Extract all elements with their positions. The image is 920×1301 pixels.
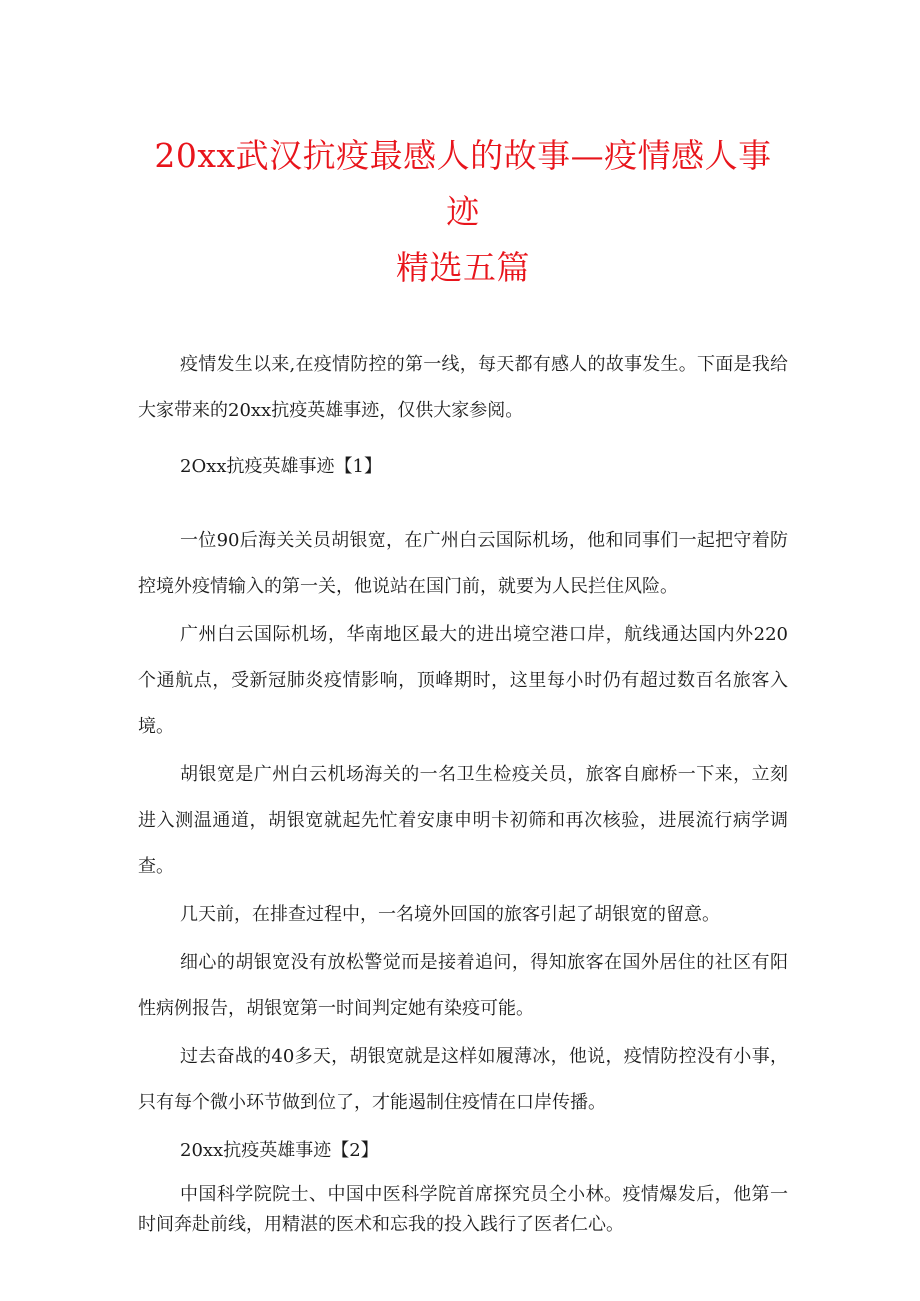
section-1-paragraph: 广州白云国际机场，华南地区最大的进出境空港口岸，航线通达国内外220个通航点，受新冠肺炎疫情影响，顶峰期时，这里每小时仍有超过数百名旅客入境。 [138, 624, 788, 737]
section-2-heading: 20xx抗疫英雄事迹【2】 [180, 1140, 379, 1161]
section-1-paragraph: 几天前，在排查过程中，一名境外回国的旅客引起了胡银宽的留意。 [180, 904, 720, 925]
title-line-2: 精选五篇 [396, 248, 530, 287]
document-title [138, 128, 788, 296]
section-1-paragraph: 胡银宽是广州白云机场海关的一名卫生检疫关员，旅客自廊桥一下来，立刻进入测温通道，胡银宽就起先忙着安康申明卡初筛和再次核验，进展流行病学调查。 [138, 764, 788, 877]
intro-paragraph: 疫情发生以来,在疫情防控的第一线，每天都有感人的故事发生。下面是我给大家带来的20xx抗疫英雄事迹，仅供大家参阅。 [138, 354, 788, 421]
section-1-heading: 2Oxx抗疫英雄事迹【1】 [180, 456, 382, 477]
section-1-paragraph: 一位90后海关关员胡银宽，在广州白云国际机场，他和同事们一起把守着防控境外疫情输入的第一关，他说站在国门前，就要为人民拦住风险。 [138, 530, 788, 597]
section-2-paragraph: 中国科学院院士、中国中医科学院首席探究员仝小林。疫情爆发后，他第一时间奔赴前线，用精湛的医术和忘我的投入践行了医者仁心。 [138, 1184, 788, 1235]
section-1-paragraph: 过去奋战的40多天，胡银宽就是这样如履薄冰，他说，疫情防控没有小事，只有每个微小环节做到位了，才能遏制住疫情在口岸传播。 [138, 1046, 788, 1113]
title-line-1: 20xx武汉抗疫最感人的故事—疫情感人事迹 [154, 136, 772, 231]
section-1-paragraph: 细心的胡银宽没有放松警觉而是接着追问，得知旅客在国外居住的社区有阳性病例报告，胡银宽第一时间判定她有染疫可能。 [138, 952, 788, 1019]
